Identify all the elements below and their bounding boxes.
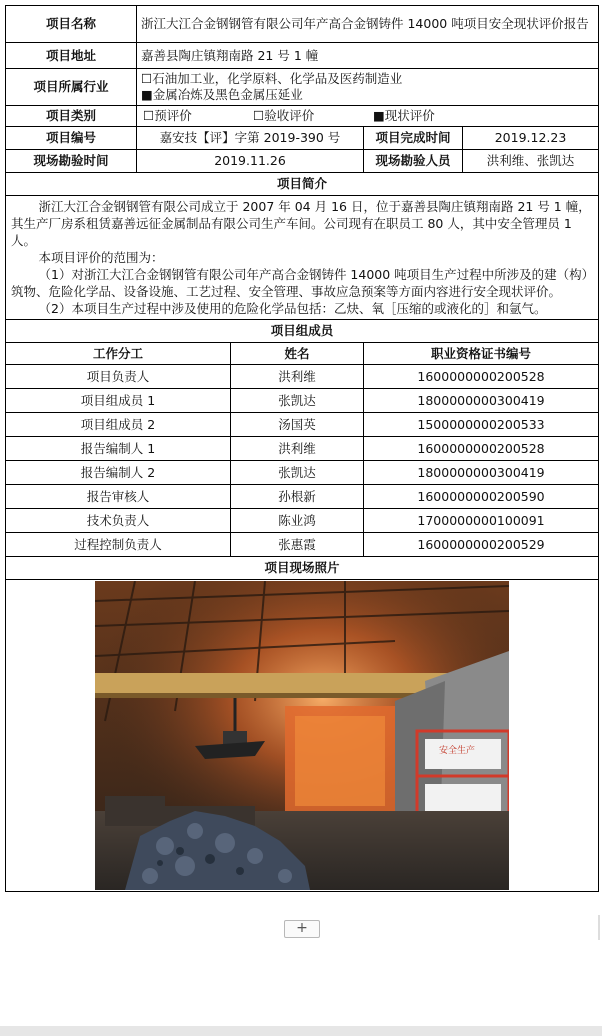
members-title: 项目组成员 xyxy=(6,320,599,343)
complete-time-label: 项目完成时间 xyxy=(364,127,463,150)
table-row xyxy=(6,509,599,533)
member-name: 张惠霞 xyxy=(231,533,364,557)
table-row xyxy=(6,485,599,509)
intro-paragraph-2: 本项目评价的范围为： xyxy=(38,250,164,265)
member-name: 陈业鸿 xyxy=(231,509,364,533)
table-row xyxy=(6,389,599,413)
member-cert: 1600000000200590 xyxy=(364,485,599,509)
category-pre-eval: ☐预评价 xyxy=(143,108,192,123)
site-photo xyxy=(95,581,509,890)
intro-paragraph-4: （2）本项目生产过程中涉及使用的危险化学品包括：乙炔、氧［压缩的或液化的］和氩气。 xyxy=(38,301,547,316)
members-header-role: 工作分工 xyxy=(6,343,231,365)
members-header-cert: 职业资格证书编号 xyxy=(364,343,599,365)
survey-time-value: 2019.11.26 xyxy=(137,150,364,173)
complete-time-value: 2019.12.23 xyxy=(463,127,599,150)
category-acceptance-eval: ☐验收评价 xyxy=(253,108,315,123)
scroll-edge xyxy=(598,915,600,940)
bottom-bar xyxy=(0,1026,602,1036)
industry-option-metal: ■金属冶炼及黑色金属压延业 xyxy=(141,87,303,102)
report-sheet xyxy=(5,5,598,892)
survey-people-label: 现场勘验人员 xyxy=(364,150,463,173)
expand-button[interactable]: + xyxy=(284,920,320,938)
table-row xyxy=(6,461,599,485)
project-number-label: 项目编号 xyxy=(6,127,137,150)
category-options xyxy=(137,106,599,127)
project-info-table xyxy=(5,5,599,892)
member-role: 报告编制人 2 xyxy=(6,461,231,485)
table-row xyxy=(6,533,599,557)
member-cert: 1500000000200533 xyxy=(364,413,599,437)
industry-options xyxy=(137,69,599,106)
member-cert: 1800000000300419 xyxy=(364,389,599,413)
photo-cell xyxy=(6,580,599,892)
member-role: 项目组成员 1 xyxy=(6,389,231,413)
member-role: 过程控制负责人 xyxy=(6,533,231,557)
member-role: 报告编制人 1 xyxy=(6,437,231,461)
member-cert: 1700000000100091 xyxy=(364,509,599,533)
intro-body xyxy=(6,196,599,320)
project-address-label: 项目地址 xyxy=(6,43,137,69)
safety-sign-text: 安全生产 xyxy=(439,746,476,756)
project-number-value: 嘉安技【评】字第 2019-390 号 xyxy=(137,127,364,150)
member-name: 孙根新 xyxy=(231,485,364,509)
member-cert: 1800000000300419 xyxy=(364,461,599,485)
project-address-value: 嘉善县陶庄镇翔南路 21 号 1 幢 xyxy=(137,43,599,69)
project-name-value: 浙江大江合金钢钢管有限公司年产高合金钢铸件 14000 吨项目安全现状评价报告 xyxy=(137,6,599,43)
table-row xyxy=(6,437,599,461)
survey-time-label: 现场勘验时间 xyxy=(6,150,137,173)
photo-title: 项目现场照片 xyxy=(6,557,599,580)
member-role: 报告审核人 xyxy=(6,485,231,509)
member-cert: 1600000000200528 xyxy=(364,365,599,389)
member-role: 技术负责人 xyxy=(6,509,231,533)
industry-option-chemical: ☐石油加工业，化学原料、化学品及医药制造业 xyxy=(141,71,403,86)
members-header-name: 姓名 xyxy=(231,343,364,365)
category-status-eval: ■现状评价 xyxy=(373,108,435,123)
project-name-label: 项目名称 xyxy=(6,6,137,43)
intro-title: 项目简介 xyxy=(6,173,599,196)
member-name: 张凯达 xyxy=(231,389,364,413)
category-label: 项目类别 xyxy=(6,106,137,127)
member-name: 洪利维 xyxy=(231,365,364,389)
member-role: 项目负责人 xyxy=(6,365,231,389)
member-cert: 1600000000200528 xyxy=(364,437,599,461)
table-row xyxy=(6,413,599,437)
member-cert: 1600000000200529 xyxy=(364,533,599,557)
intro-paragraph-1: 浙江大江合金钢钢管有限公司成立于 2007 年 04 月 16 日，位于嘉善县陶庄镇翔南路 21 号 1 幢，其生产厂房系租赁嘉善远征金属制品有限公司生产车间。公司现有在职员工 80 人，其中安全管理员 1 人。 xyxy=(11,199,591,248)
member-name: 张凯达 xyxy=(231,461,364,485)
member-name: 洪利维 xyxy=(231,437,364,461)
member-role: 项目组成员 2 xyxy=(6,413,231,437)
survey-people-value: 洪利维、张凯达 xyxy=(463,150,599,173)
table-row xyxy=(6,365,599,389)
member-name: 汤国英 xyxy=(231,413,364,437)
industry-label: 项目所属行业 xyxy=(6,69,137,106)
intro-paragraph-3: （1）对浙江大江合金钢钢管有限公司年产高合金钢铸件 14000 吨项目生产过程中所涉及的建（构）筑物、危险化学品、设备设施、工艺过程、安全管理、事故应急预案等方面内容进行安全现状评价。 xyxy=(11,267,588,299)
